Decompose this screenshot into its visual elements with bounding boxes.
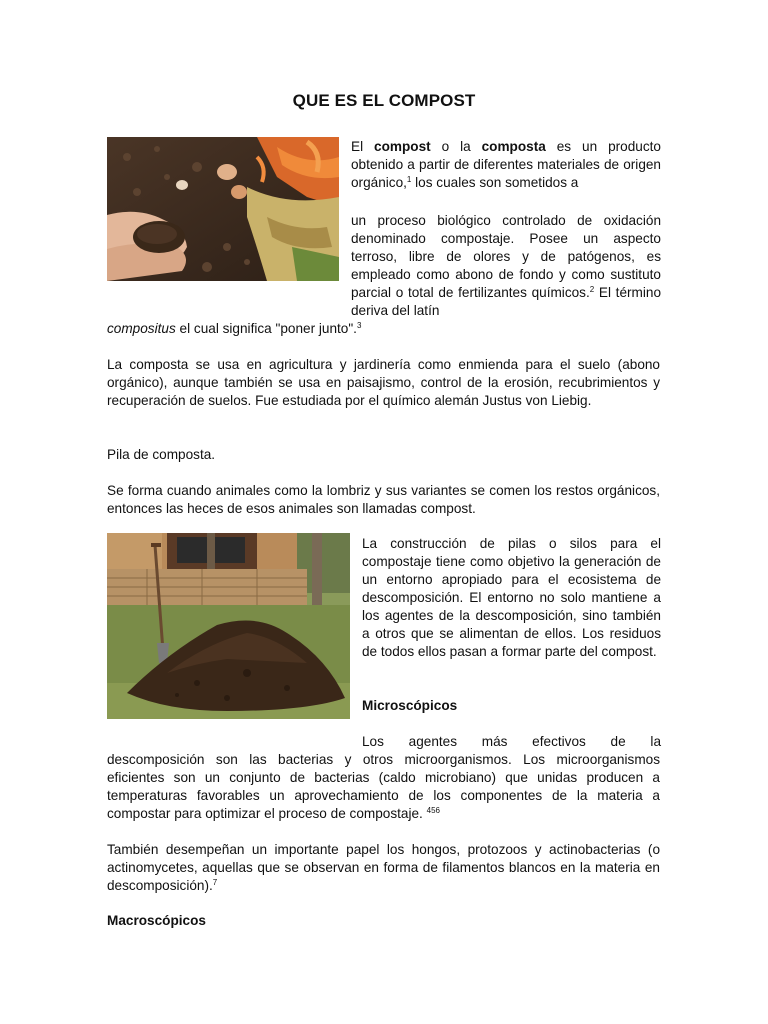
footnote-ref[interactable]: 7 [212,878,218,887]
heading-microscopicos: Microscópicos [362,698,458,713]
heading-macroscopicos: Macroscópicos [107,913,206,928]
intro-text: El término deriva del latín [351,285,661,318]
intro-text: o la [430,139,482,154]
footnote-ref[interactable]: 456 [426,806,440,815]
intro-text: El [351,139,375,154]
intro-text: es un producto obtenido a partir de diferentes materiales de origen orgánico, [351,139,661,190]
intro-paragraph-2 [351,212,661,320]
latin-term: compositus [107,321,176,336]
usage-paragraph: La composta se usa en agricultura y jardinería como enmienda para el suelo (abono orgánico), aunque también se usa en paisajismo, control de la erosión, recubrimientos y recuperación de suelos. Fue estudiada por el químico alemán Justus von Liebig. [107,357,660,408]
intro-text: los cuales son sometidos a [411,175,579,190]
footnote-ref[interactable]: 3 [356,321,362,330]
intro-paragraph-3 [107,320,660,338]
page-title: QUE ES EL COMPOST [292,91,476,110]
fungi-text: También desempeñan un importante papel los hongos, protozoos y actinobacterias (o actinomycetes, aquellas que se observan en forma de filamentos blancos en la materia en descomposición). [107,842,660,893]
formation-paragraph: Se forma cuando animales como la lombriz y sus variantes se comen los restos orgánicos, entonces las heces de esos animales son llamadas compost. [107,483,660,516]
agents-paragraph [107,751,660,823]
fungi-paragraph [107,841,660,895]
pila-caption: Pila de composta. [107,447,216,462]
compost-hands-photo [107,137,339,281]
intro-text: un proceso biológico controlado de oxidación denominado compostaje. Posee un aspecto terroso, libre de olores y de patógenos, es empleado como abono de fondo y como sustituto parcial o total de fertilizantes químicos. [351,213,661,300]
term-composta: composta [481,139,546,154]
intro-text: el cual significa "poner junto". [175,321,357,336]
agents-text: Los agentes más efectivos de la [362,734,661,749]
intro-paragraph-1 [351,138,661,192]
agents-paragraph-start [362,733,661,751]
compost-pile-photo [107,533,350,719]
footnote-ref[interactable]: 1 [406,175,412,184]
agents-text: descomposición son las bacterias y otros microorganismos. Los microorganismos eficientes son un conjunto de bacterias (caldo microbiano) que unidas producen a temperaturas favorables un aprovechamiento de los componentes de la materia a compostar para optimizar el proceso de compostaje. [107,752,660,821]
term-compost: compost [374,139,431,154]
construction-paragraph: La construcción de pilas o silos para el compostaje tiene como objetivo la generación de un entorno apropiado para el ecosistema de descomposición. El entorno no solo mantiene a los agentes de la descomposición, sino también a otros que se alimentan de ellos. Los residuos de todos ellos pasan a formar parte del compost. [362,536,661,659]
footnote-ref[interactable]: 2 [589,285,595,294]
